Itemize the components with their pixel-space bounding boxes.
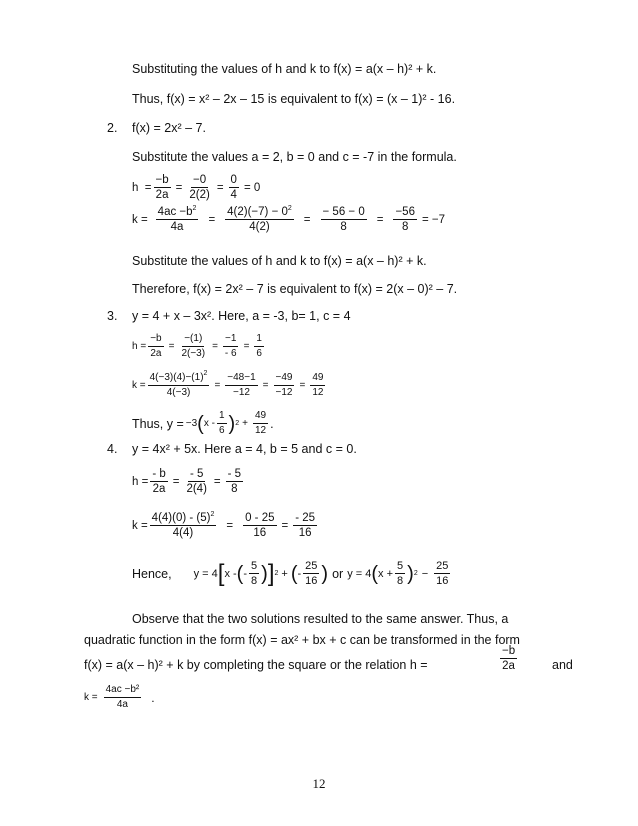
paragraph-line-2: quadratic function in the form f(x) = ax² + bx + c can be transformed in the form	[84, 633, 520, 647]
page-number: 12	[312, 776, 326, 791]
equation-h-item4: h = $\frac{- b}{2a}$ = $\frac{- 5}{2(4)}$ = $\frac{- 5}{8}$	[132, 468, 242, 495]
equation-h-item2: h = $\frac{-b}{2a}$ = $\frac{-0}{2(2)}$ = $\frac{0}{4}$ = 0	[132, 174, 261, 201]
item-2-function: f(x) = 2x² – 7.	[132, 121, 206, 135]
item-number-3: 3.	[107, 309, 118, 323]
text-line-substituting: Substituting the values of h and k to f(x) = a(x – h)² + k.	[132, 62, 437, 76]
equation-vertex-item3: Thus, y = −3 ( x - 1 6 ) 2 + $\frac{49}{12}$ .	[132, 410, 274, 436]
item-number-4: 4.	[107, 442, 118, 456]
paragraph-line-3-end: and	[552, 658, 573, 672]
text-line-therefore: Therefore, f(x) = 2x² – 7 is equivalent to f(x) = 2(x – 0)² – 7.	[132, 282, 458, 296]
equation-k-item2: k = $\frac{4ac -b^2}{4a}$ = $\frac{4(2)(-7) - 0^2}{4(2)}$ = $\frac{- 56 - 0}{8}$ = $\frac{-56}{8}$ = −7	[132, 205, 445, 233]
text-line-thus-1: Thus, f(x) = x² – 2x – 15 is equivalent to f(x) = (x – 1)² - 16.	[132, 92, 456, 106]
equation-k-relation: k = $\frac{\text{4ac −b²}}{4a}$ .	[84, 684, 155, 710]
hence-label: Hence,	[132, 566, 172, 581]
thus-label: Thus, y =	[132, 416, 184, 431]
equation-h-item3: h = $\frac{-b}{2a}$ = $\frac{-(1)}{2(-3)}$ = $\frac{-1}{- 6}$ = $\frac{1}{6}$	[132, 333, 262, 359]
equation-hence-item4: Hence, y = 4 [ x - ( - 5 8 ) ] 2 + ( - 25 16 ) or y = 4 ( x + $\frac{5}{8}$ ) 2 − $\frac{25}{16}$	[132, 559, 449, 587]
equation-k-item4: k = $\frac{4(4)(0) - (5)^2}{4(4)}$ = $\frac{0 - 25}{16}$ = $\frac{- 25}{16}$	[132, 511, 316, 539]
item-3-function: y = 4 + x – 3x². Here, a = -3, b= 1, c = 4	[132, 309, 351, 323]
paragraph-line-1: Observe that the two solutions resulted to the same answer. Thus, a	[132, 612, 509, 626]
equation-k-item3: k = $\frac{4(-3)(4)-(1)^2}{4(-3)}$ = $\frac{-48-1}{-12}$ = $\frac{-49}{-12}$ = $\frac{49}{12}$	[132, 370, 324, 398]
text-line-substitute-h-k: Substitute the values of h and k to f(x) = a(x – h)² + k.	[132, 254, 427, 268]
item-number-2: 2.	[107, 121, 118, 135]
fraction-h-relation: −b 2a	[502, 645, 516, 672]
text-line-substitute-values: Substitute the values a = 2, b = 0 and c = -7 in the formula.	[132, 150, 457, 164]
paragraph-line-3: f(x) = a(x – h)² + k by completing the square or the relation h =	[84, 658, 428, 672]
or-label: or	[332, 566, 344, 581]
item-4-function: y = 4x² + 5x. Here a = 4, b = 5 and c = 0.	[132, 442, 357, 456]
